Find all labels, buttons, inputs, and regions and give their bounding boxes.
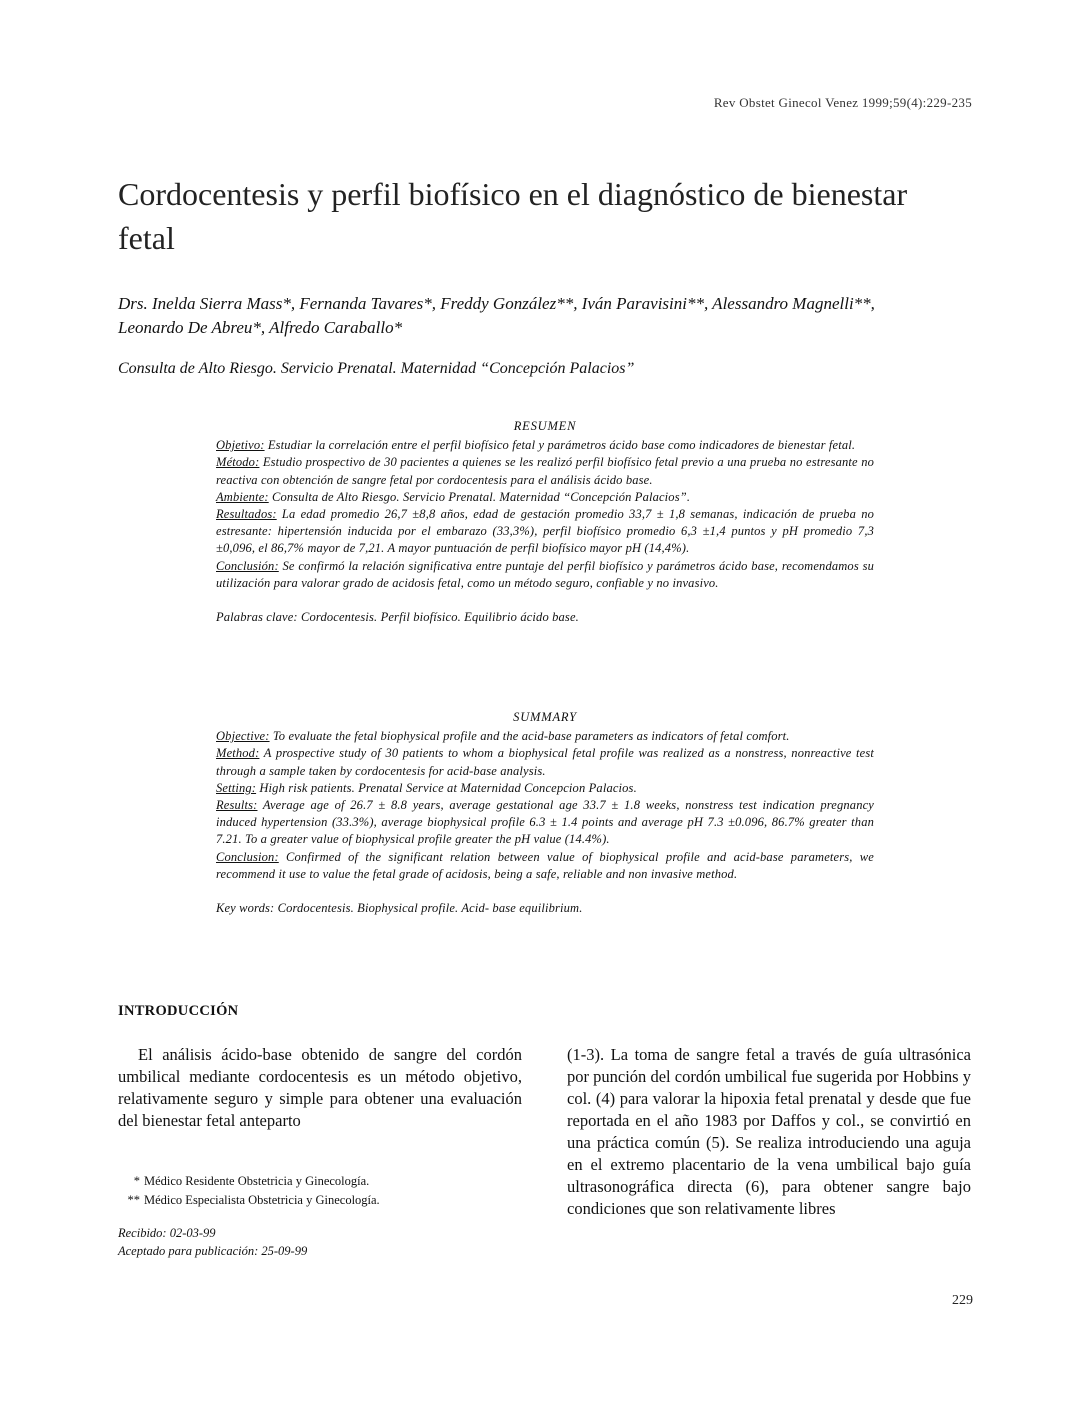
affiliation: Consulta de Alto Riesgo. Servicio Prenatal. Maternidad “Concepción Palacios” xyxy=(118,360,635,377)
footnote-mark: ** xyxy=(127,1193,140,1207)
footnote-text: Médico Residente Obstetricia y Ginecología. xyxy=(144,1174,370,1188)
summary-item-conclusion xyxy=(216,849,874,883)
abstract-text: Se confirmó la relación significativa entre puntaje del perfil biofísico y parámetros ácido base, recomendamos su utilización para valorar grado de acidosis fetal, como un método seguro, confiable y no invasivo. xyxy=(216,558,874,590)
summary-item-setting xyxy=(216,780,874,797)
footnote-mark: * xyxy=(133,1174,140,1188)
keywords-english: Key words: Cordocentesis. Biophysical profile. Acid- base equilibrium. xyxy=(216,901,583,916)
abstract-text: Estudio prospectivo de 30 pacientes a quienes se les realizó perfil biofísico fetal previo a una prueba no estresante no reactiva con obtención de sangre fetal por cordocentesis para el análisis ácido base. xyxy=(216,455,874,487)
abstract-text: Consulta de Alto Riesgo. Servicio Prenatal. Maternidad “Concepción Palacios”. xyxy=(268,489,691,504)
footnote xyxy=(118,1191,522,1210)
author-list: Drs. Inelda Sierra Mass*, Fernanda Tavares*, Freddy González**, Iván Paravisini**, Alessandro Magnelli**, Leonardo De Abreu*, Alfredo Caraballo* xyxy=(118,294,875,337)
submission-dates xyxy=(118,1224,522,1260)
abstract-label: Conclusión: xyxy=(216,558,279,573)
summary-label: Setting: xyxy=(216,780,257,795)
abstract-label: Objetivo: xyxy=(216,438,265,453)
footnote-text: Médico Especialista Obstetricia y Ginecología. xyxy=(144,1193,380,1207)
abstract-item-ambiente xyxy=(216,489,874,506)
accepted-date: Aceptado para publicación: 25-09-99 xyxy=(118,1244,308,1258)
summary-item-objective xyxy=(216,728,874,745)
abstract-item-metodo xyxy=(216,454,874,488)
summary-heading: SUMMARY xyxy=(513,710,577,724)
summary-label: Results: xyxy=(216,798,258,813)
received-date: Recibido: 02-03-99 xyxy=(118,1226,216,1240)
abstract-spanish xyxy=(216,418,874,626)
summary-text: Confirmed of the significant relation between value of biophysical profile and acid-base parameters, we recommend it use to value the fetal grade of acidosis, being a safe, reliable and non invasive method. xyxy=(216,849,874,881)
summary-item-results xyxy=(216,797,874,849)
intro-column-right: (1-3). La toma de sangre fetal a través de guía ultrasónica por punción del cordón umbilical fue sugerida por Hobbins y col. (4) para valorar la hipoxia fetal prenatal y desde que fue reportada en el año 1983 por Daffos y col., se convirtió en una práctica común (5). Se realiza introduciendo una aguja en el extremo placentario de la vena umbilical bajo guía ultrasonográfica directa (6), para obtener sangre bajo condiciones que son relativamente libres xyxy=(567,1045,971,1218)
abstract-text: Estudiar la correlación entre el perfil biofísico fetal y parámetros ácido base como indicadores de bienestar fetal. xyxy=(264,438,856,453)
footnotes xyxy=(118,1172,522,1210)
keywords-spanish: Palabras clave: Cordocentesis. Perfil biofísico. Equilibrio ácido base. xyxy=(216,610,579,625)
section-heading-introduccion: INTRODUCCIÓN xyxy=(118,1003,239,1019)
page-number: 229 xyxy=(952,1293,973,1308)
summary-label: Conclusion: xyxy=(216,849,279,864)
summary-text: A prospective study of 30 patients to whom a biophysical fetal profile was realized as a nonstress, nonreactive test through a sample taken by cordocentesis for acid-base analysis. xyxy=(216,746,874,778)
abstract-english xyxy=(216,709,874,917)
abstract-label: Resultados: xyxy=(216,507,277,522)
abstract-label: Ambiente: xyxy=(216,489,269,504)
abstract-heading: RESUMEN xyxy=(513,419,577,433)
abstract-label: Método: xyxy=(216,455,260,470)
article-title: Cordocentesis y perfil biofísico en el diagnóstico de bienestar fetal xyxy=(118,176,908,256)
footnote xyxy=(118,1172,522,1191)
summary-text: Average age of 26.7 ± 8.8 years, average gestational age 33.7 ± 1.8 weeks, nonstress test indication pregnancy induced hypertension (33.3%), average biophysical profile 6.3 ± 1.4 points and average pH 7.3 ±0.096, 86.7% greater than 7.21. To a greater value of biophysical profile greater the pH value (14.4%). xyxy=(216,798,874,847)
abstract-item-conclusion xyxy=(216,558,874,592)
abstract-item-resultados xyxy=(216,506,874,558)
summary-label: Method: xyxy=(216,746,260,761)
summary-text: High risk patients. Prenatal Service at Maternidad Concepcion Palacios. xyxy=(256,780,637,795)
abstract-item-objetivo xyxy=(216,437,874,454)
abstract-text: La edad promedio 26,7 ±8,8 años, edad de gestación promedio 33,7 ± 1,8 semanas, indicación de prueba no estresante: hipertensión inducida por el embarazo (33,3%), perfil biofísico promedio 6,3 ±1,4 puntos y pH promedio 7,3 ±0,096, el 86,7% mayor de 7,21. A mayor puntuación de perfil biofísico mayor pH (14,4%). xyxy=(216,507,874,556)
intro-column-left: El análisis ácido-base obtenido de sangre del cordón umbilical mediante cordocentesis es un método objetivo, relativamente seguro y simple para obtener una evaluación del bienestar fetal anteparto xyxy=(118,1045,522,1130)
summary-text: To evaluate the fetal biophysical profile and the acid-base parameters as indicators of fetal comfort. xyxy=(269,729,790,744)
summary-item-method xyxy=(216,745,874,779)
journal-reference: Rev Obstet Ginecol Venez 1999;59(4):229-235 xyxy=(713,95,972,110)
summary-label: Objective: xyxy=(216,729,270,744)
